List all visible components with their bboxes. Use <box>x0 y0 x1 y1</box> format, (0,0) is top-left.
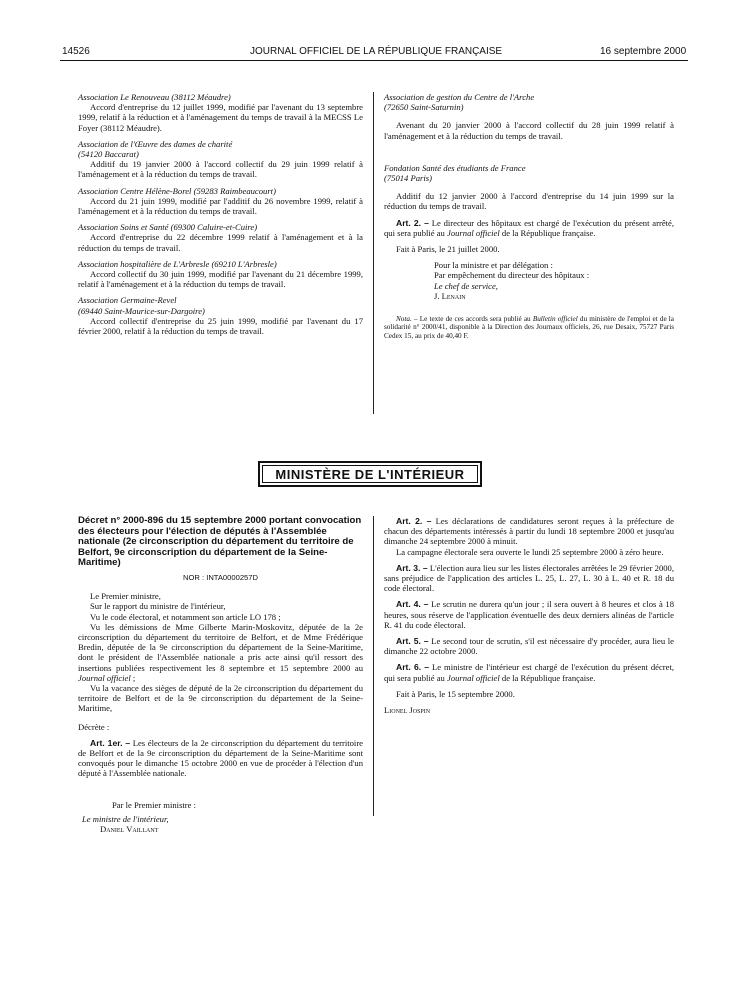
top-right-column <box>384 92 674 340</box>
assoc-text: Accord collectif d'entreprise du 25 juin 1999, modifié par l'avenant du 17 février 2000, relatif à la réduction du temps de travail. <box>78 315 363 337</box>
header-rule <box>60 60 688 61</box>
assoc-title: Association de gestion du Centre de l'Arche <box>384 92 535 102</box>
signature-name: J. Lenain <box>434 290 466 301</box>
column-divider <box>373 92 374 414</box>
top-left-column <box>78 92 363 336</box>
signature-role: Le chef de service, <box>434 280 498 291</box>
decree-left-column <box>78 516 363 779</box>
journal-title: JOURNAL OFFICIEL DE LA RÉPUBLIQUE FRANÇAISE <box>250 46 503 57</box>
article-3: Art. 3. – L'élection aura lieu sur les listes électorales arrêtées le 29 février 2000, sans préjudice de l'application des articles L. 25, L. 27, L. 30 à L. 40 et R. 18 du code électoral. <box>384 562 674 594</box>
assoc-title-location: (69440 Saint-Maurice-sur-Dargoire) <box>78 305 205 316</box>
decrete: Décrète : <box>78 721 110 732</box>
assoc-text: Accord du 21 juin 1999, modifié par l'additif du 26 novembre 1999, relatif à l'aménagement et à la réduction du temps de travail. <box>78 195 363 217</box>
signature-line: Pour la ministre et par délégation : <box>434 260 553 271</box>
page-number: 14526 <box>62 46 90 57</box>
decree-para: Sur le rapport du ministre de l'intérieur, <box>90 601 226 612</box>
campaign-para: La campagne électorale sera ouverte le lundi 25 septembre 2000 à zéro heure. <box>396 546 664 557</box>
foundation-title: Fondation Santé des étudiants de France <box>384 162 526 173</box>
foundation-location: (75014 Paris) <box>384 173 432 184</box>
assoc-title: Association de l'Œuvre des dames de charité <box>78 138 233 149</box>
fait-a-paris: Fait à Paris, le 21 juillet 2000. <box>396 244 500 255</box>
assoc-text: Avenant du 20 janvier 2000 à l'accord collectif du 28 juin 1999 relatif à l'aménagement et à la réduction du temps de travail. <box>384 120 674 141</box>
nota: Nota. – Le texte de ces accords sera publié au Bulletin officiel du ministère de l'emploi et de la solidarité n° 2000/41, disponible à la Direction des Journaux officiels, 26, rue Desaix, 75727 Paris Cedex 15, au prix de 40,40 F. <box>384 315 674 340</box>
assoc-text: Additif du 19 janvier 2000 à l'accord collectif du 29 juin 1999 relatif à l'aménagement et à la réduction du temps de travail. <box>78 159 363 180</box>
column-divider <box>373 516 374 816</box>
decree-para: Le Premier ministre, <box>90 591 161 602</box>
assoc-title: Association Soins et Santé (69300 Caluire-et-Cuire) <box>78 222 258 233</box>
assoc-title: Association Germaine-Revel <box>78 295 177 306</box>
article-2: Art. 2. – Les déclarations de candidatures seront reçues à la préfecture de chacun des départements intéressés à partir du lundi 18 septembre 2000 et jusqu'au dimanche 24 septembre 2000 à minuit. <box>384 516 674 547</box>
signature-role: Le ministre de l'intérieur, <box>82 814 169 825</box>
assoc-title-location: (72650 Saint-Saturnin) <box>384 102 464 113</box>
fait-a-paris: Fait à Paris, le 15 septembre 2000. <box>396 688 515 699</box>
signature-line: Par empêchement du directeur des hôpitaux : <box>434 270 590 281</box>
ministry-heading-box <box>258 461 482 487</box>
assoc-title: Association hospitalière de L'Arbresle (69210 L'Arbresle) <box>78 258 277 269</box>
signature-name: Lionel Jospin <box>384 705 431 716</box>
signature-line: Par le Premier ministre : <box>112 800 197 810</box>
assoc-title: Association Centre Hélène-Borel (59283 Raimbeaucourt) <box>78 185 276 196</box>
foundation-text: Additif du 12 janvier 2000 à l'accord d'entreprise du 14 juin 1999 sur la réduction du temps de travail. <box>384 191 674 212</box>
assoc-text: Accord d'entreprise du 12 juillet 1999, modifié par l'avenant du 13 septembre 1999, relatif à la réduction et à l'aménagement du temps de travail à la MECSS Le Foyer (38112 Méaudre). <box>78 102 363 133</box>
decree-para: Vu la vacance des sièges de député de la 2e circonscription du département du territoire de Belfort et de la 9e circonscription du département de la Seine-Maritime, <box>78 683 363 714</box>
signature-name: Daniel Vaillant <box>100 824 159 835</box>
article-label: Art. 2. – <box>396 217 429 228</box>
assoc-text: Accord collectif du 30 juin 1999, modifié par l'avenant du 21 décembre 1999, relatif à l'aménagement et à la réduction du temps de travail. <box>78 269 363 290</box>
decree-right-column <box>384 516 674 715</box>
issue-date: 16 septembre 2000 <box>600 46 687 57</box>
assoc-text: Accord d'entreprise du 22 décembre 1999 relatif à l'aménagement et à la réduction du temps de travail. <box>78 232 363 253</box>
minister-signature-block <box>82 800 330 835</box>
ministry-title: MINISTÈRE DE L'INTÉRIEUR <box>262 465 478 483</box>
assoc-title: Association Le Renouveau (38112 Méaudre) <box>78 92 231 102</box>
article-2-arrete: Art. 2. – Le directeur des hôpitaux est chargé de l'exécution du présent arrêté, qui sera publié au Journal officiel de la République française. <box>384 217 674 238</box>
article-1: Art. 1er. – Les électeurs de la 2e circonscription du département du territoire de Belfort et de la 9e circonscription du département de la Seine-Maritime sont convoqués pour le dimanche 15 octobre 2000 en vue de procéder à l'élection d'un député à l'Assemblée nationale. <box>78 737 363 779</box>
article-4: Art. 4. – Le scrutin ne durera qu'un jour ; il sera ouvert à 8 heures et clos à 18 heures, sous réserve de l'application éventuelle des deux derniers alinéas de l'article R. 41 du code électoral. <box>384 599 674 630</box>
article-5: Art. 5. – Le second tour de scrutin, s'il est nécessaire d'y procéder, aura lieu le dimanche 22 octobre 2000. <box>384 636 675 657</box>
decree-para: Vu le code électoral, et notamment son article LO 178 ; <box>90 611 281 622</box>
decree-para: Vu les démissions de Mme Gilberte Marin-Moskovitz, députée de la 2e circonscription du département du territoire de Belfort, et de Mme Frédérique Bredin, députée de la 9e circonscription du département de la Seine-Maritime, dont le président de l'Assemblée nationale a pris acte ainsi qu'il ressort des insertions publiées respectivement les 8 septembre et 15 septembre 2000 au Journal officiel ; <box>78 621 363 683</box>
decree-title: Décret n° 2000-896 du 15 septembre 2000 portant convocation des électeurs pour l'élection de députés à l'Assemblée nationale (2e circonscription du département du territoire de Belfort, 9e circonscription du département de la Seine-Maritime) <box>78 515 362 569</box>
assoc-title-location: (54120 Baccarat) <box>78 149 139 160</box>
nor-reference: NOR : INTA0000257D <box>183 572 258 582</box>
article-6: Art. 6. – Le ministre de l'intérieur est chargé de l'exécution du présent décret, qui sera publié au Journal officiel de la République française. <box>384 662 674 683</box>
